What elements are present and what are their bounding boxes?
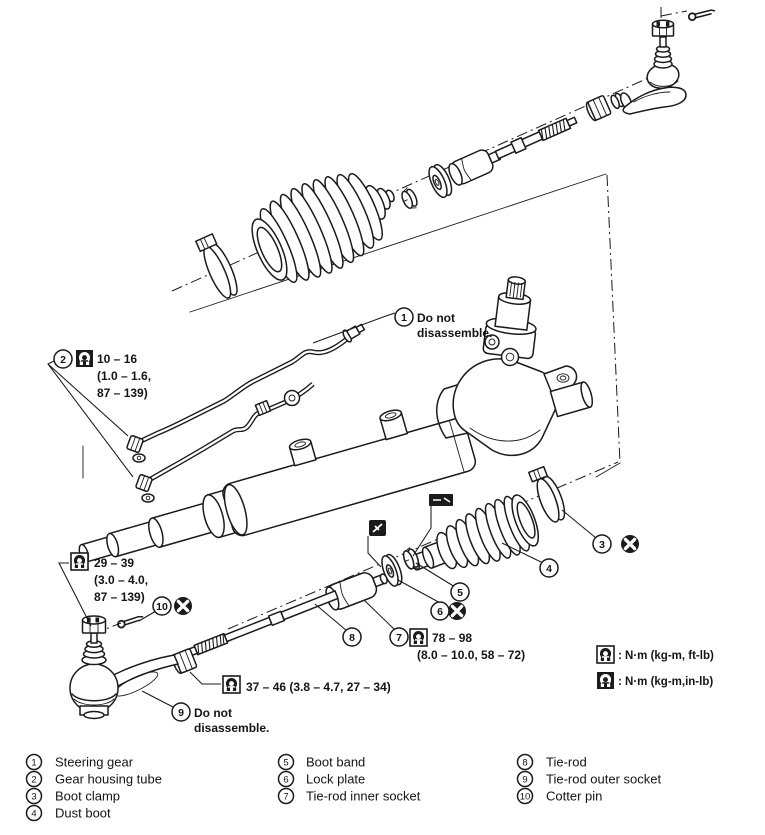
torque-icon-inlb-pipe xyxy=(76,350,93,367)
part-label: Tie-rod inner socket xyxy=(306,788,421,804)
torque-icon-ftlb-castle xyxy=(71,553,88,570)
torque-icon-ftlb-inner-socket xyxy=(410,629,427,646)
tie-rod-shaft xyxy=(170,590,338,664)
part-label: Tie-rod outer socket xyxy=(546,771,662,787)
torque-inner-value: 78 – 98 xyxy=(432,631,473,645)
parts-list-item-6 xyxy=(279,772,366,787)
parts-list-item-2 xyxy=(27,772,162,787)
torque-inner-socket xyxy=(417,631,525,662)
torque-castle-kgm: (3.0 – 4.0, xyxy=(94,573,149,587)
torque-pipe-flare xyxy=(97,352,151,400)
parts-list-item-8 xyxy=(518,755,587,770)
unit-legend-inlb-icon xyxy=(597,672,614,689)
callout-7 xyxy=(390,628,408,646)
upper-tie-rod-shaft xyxy=(495,115,578,161)
callout-10 xyxy=(153,597,171,615)
lower-boot-clamp xyxy=(529,465,569,525)
callout-5 xyxy=(451,583,469,601)
callout-6-number: 6 xyxy=(437,606,443,618)
parts-list-item-7 xyxy=(279,789,421,804)
parts-list-item-4 xyxy=(27,806,112,821)
torque-castle-imperial: 87 – 139) xyxy=(94,590,145,604)
part-label: Boot band xyxy=(306,754,366,770)
callout-8 xyxy=(343,628,361,646)
part-label: Lock plate xyxy=(306,771,366,787)
callout-10-number: 10 xyxy=(156,601,168,613)
cotter-pin-top xyxy=(688,8,715,21)
callout-8-number: 8 xyxy=(349,632,355,644)
parts-list-item-5 xyxy=(279,755,366,770)
part-label: Cotter pin xyxy=(546,788,603,804)
non-reusable-icon-lock-plate xyxy=(448,602,466,620)
outer-socket-top xyxy=(618,8,715,114)
parts-list-item-1 xyxy=(27,755,134,770)
note-do-not-disassemble-1 xyxy=(417,311,492,340)
parts-list-item-10 xyxy=(518,789,603,804)
torque-icon-ftlb-lock-nut xyxy=(223,676,240,693)
torque-locknut-value: 37 – 46 (3.8 – 4.7, 27 – 34) xyxy=(246,680,391,694)
torque-castle-value: 29 – 39 xyxy=(94,556,135,570)
torque-lock-nut xyxy=(246,680,391,694)
unit-legend xyxy=(597,646,714,689)
callout-9-number: 9 xyxy=(178,707,184,719)
upper-boot-band xyxy=(399,186,420,211)
part-number: 1 xyxy=(31,757,37,769)
upper-lock-nut xyxy=(584,95,611,122)
pipe-upper xyxy=(126,321,366,462)
callout-3-number: 3 xyxy=(599,539,605,551)
torque-pipe-value: 10 – 16 xyxy=(97,352,138,366)
torque-castle-nut xyxy=(94,556,148,604)
note1-line1: Do not xyxy=(417,311,455,325)
part-number: 2 xyxy=(31,774,37,786)
part-number: 7 xyxy=(283,791,289,803)
part-label: Boot clamp xyxy=(55,788,121,804)
torque-pipe-kgm: (1.0 – 1.6, xyxy=(97,369,152,383)
outer-socket-bottom xyxy=(70,614,178,719)
note9-line2: disassemble. xyxy=(194,721,270,735)
part-label: Dust boot xyxy=(55,805,111,821)
part-label: Gear housing tube xyxy=(55,771,162,787)
callout-1-number: 1 xyxy=(401,312,407,324)
non-reusable-icon-clamp xyxy=(621,535,639,553)
callout-6 xyxy=(431,602,449,620)
callout-1 xyxy=(395,308,413,326)
parts-list xyxy=(27,755,662,821)
torque-inner-kgm: (8.0 – 10.0, 58 – 72) xyxy=(417,648,526,662)
note-do-not-disassemble-9 xyxy=(194,706,269,735)
part-label: Tie-rod xyxy=(546,754,587,770)
grease-icon-socket xyxy=(369,520,386,536)
callout-2 xyxy=(54,350,72,368)
lower-inner-socket xyxy=(323,566,391,613)
callout-4-number: 4 xyxy=(546,563,552,575)
part-number: 4 xyxy=(31,808,37,820)
callout-9 xyxy=(172,703,190,721)
cotter-pin-bottom xyxy=(117,614,144,628)
part-number: 6 xyxy=(283,774,289,786)
parts-list-item-3 xyxy=(27,789,121,804)
callout-4 xyxy=(540,559,558,577)
parts-list-item-9 xyxy=(518,772,662,787)
grease-icon-boot xyxy=(429,494,453,506)
callout-5-number: 5 xyxy=(457,587,463,599)
part-number: 10 xyxy=(519,791,531,803)
part-label: Steering gear xyxy=(55,754,134,770)
part-number: 5 xyxy=(283,757,289,769)
upper-dust-boot xyxy=(240,152,412,296)
part-number: 8 xyxy=(522,757,528,769)
unit-legend-ftlb-label: : N·m (kg-m, ft-lb) xyxy=(618,650,714,662)
unit-legend-ftlb-icon xyxy=(597,646,614,663)
torque-pipe-imperial: 87 – 139) xyxy=(97,386,148,400)
note9-line1: Do not xyxy=(194,706,232,720)
callout-2-number: 2 xyxy=(60,354,66,366)
callout-7-number: 7 xyxy=(396,632,402,644)
non-reusable-icon-cotter xyxy=(174,597,192,615)
part-number: 3 xyxy=(31,791,37,803)
upper-inner-socket xyxy=(446,144,503,187)
unit-legend-inlb-label: : N·m (kg-m,in-lb) xyxy=(618,676,714,688)
upper-boot-clamp xyxy=(195,233,242,301)
callout-3 xyxy=(593,535,611,553)
part-number: 9 xyxy=(522,774,528,786)
note1-line2: disassemble. xyxy=(417,326,493,340)
